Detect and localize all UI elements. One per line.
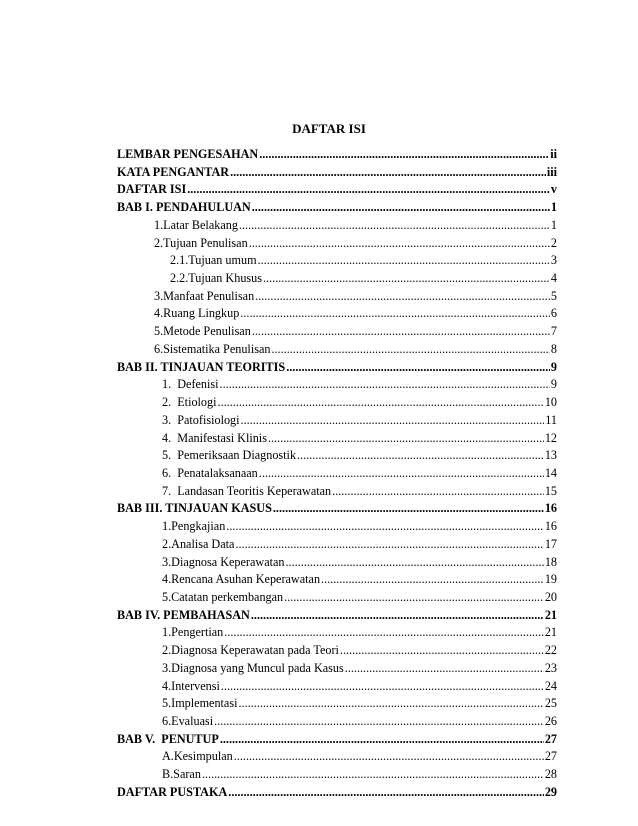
toc-page-number: 1 xyxy=(550,200,557,215)
toc-dot-leader xyxy=(220,376,550,394)
toc-page-number: iii xyxy=(546,164,557,179)
toc-entry-label: 4.Intervensi xyxy=(162,678,220,693)
toc-dot-leader xyxy=(286,359,550,377)
toc-dot-leader xyxy=(252,323,550,341)
toc-section-row xyxy=(117,341,557,359)
toc-section-row xyxy=(117,323,557,341)
toc-dot-leader xyxy=(220,731,544,749)
toc-section-row xyxy=(117,252,557,270)
toc-dot-leader xyxy=(221,678,544,696)
toc-page-number: 16 xyxy=(544,501,557,516)
toc-section-row xyxy=(117,518,557,536)
toc-entry-label: 1.Pengertian xyxy=(162,625,224,640)
toc-page-number: v xyxy=(550,182,557,197)
toc-page-number: 27 xyxy=(544,749,557,764)
toc-chapter-row xyxy=(117,607,557,625)
toc-section-row xyxy=(117,624,557,642)
toc-chapter-row xyxy=(117,359,557,377)
toc-page-number: 28 xyxy=(544,767,557,782)
toc-dot-leader xyxy=(321,571,544,589)
toc-entry-label: 4.Rencana Asuhan Keperawatan xyxy=(162,572,321,587)
toc-dot-leader xyxy=(214,713,544,731)
toc-chapter-row xyxy=(117,500,557,518)
toc-dot-leader xyxy=(239,217,550,235)
toc-entry-label: 7. Landasan Teoritis Keperawatan xyxy=(162,483,332,498)
toc-entry-label: A.Kesimpulan xyxy=(162,749,233,764)
toc-entry-label: 1.Latar Belakang xyxy=(154,217,238,232)
toc-page-number: 26 xyxy=(544,714,557,728)
toc-page-number: 22 xyxy=(544,643,557,658)
toc-dot-leader xyxy=(297,447,544,465)
toc-dot-leader xyxy=(240,305,550,323)
toc-dot-leader xyxy=(251,607,544,625)
toc-entry-label: 4.Ruang Lingkup xyxy=(154,306,240,321)
toc-entry-label: 2.2.Tujuan Khusus xyxy=(170,271,262,286)
toc-entry-label: 3.Diagnosa Keperawatan xyxy=(162,554,285,569)
toc-dot-leader xyxy=(273,500,544,518)
toc-section-row xyxy=(117,571,557,589)
toc-page-number: 3 xyxy=(550,253,557,268)
toc-section-row xyxy=(117,748,557,766)
toc-section-row xyxy=(117,235,557,253)
toc-entry-label: 3.Manfaat Penulisan xyxy=(154,288,255,303)
toc-section-row xyxy=(117,660,557,678)
toc-dot-leader xyxy=(226,518,544,536)
toc-entry-label: DAFTAR PUSTAKA xyxy=(117,784,228,799)
toc-entry-label: B.Saran xyxy=(162,767,201,782)
toc-entry-label: 2.Diagnosa Keperawatan pada Teori xyxy=(162,643,339,658)
toc-dot-leader xyxy=(345,660,544,678)
toc-entry-label: 1.Pengkajian xyxy=(162,519,226,534)
toc-dot-leader xyxy=(187,181,550,199)
toc-section-row xyxy=(117,465,557,483)
toc-section-row xyxy=(117,270,557,288)
toc-entry-label: 3. Patofisiologi xyxy=(162,412,240,427)
toc-page-number: 20 xyxy=(544,589,557,604)
toc-entry-label: 2.Tujuan Penulisan xyxy=(154,235,248,250)
toc-dot-leader xyxy=(263,270,550,288)
toc-section-row xyxy=(117,412,557,430)
toc-page-number: 11 xyxy=(545,412,557,427)
toc-dot-leader xyxy=(235,536,543,554)
toc-section-row xyxy=(117,430,557,448)
toc-dot-leader xyxy=(255,288,550,306)
toc-page-number: 19 xyxy=(544,572,557,587)
toc-dot-leader xyxy=(234,748,544,766)
toc-page-number: 13 xyxy=(544,448,557,463)
toc-section-row xyxy=(117,713,557,731)
toc-dot-leader xyxy=(271,341,549,359)
toc-entry-label: BAB III. TINJAUAN KASUS xyxy=(117,501,272,516)
toc-dot-leader xyxy=(241,412,545,430)
toc-page-number: 8 xyxy=(550,341,557,356)
toc-entry-label: 6. Penatalaksanaan xyxy=(162,465,258,480)
toc-section-row xyxy=(117,447,557,465)
toc-section-row xyxy=(117,766,557,784)
toc-page-number: 21 xyxy=(544,607,557,622)
toc-entry-label: 6.Sistematika Penulisan xyxy=(154,341,271,356)
toc-entry-label: BAB IV. PEMBAHASAN xyxy=(117,607,250,622)
toc-entry-label: 2. Etiologi xyxy=(162,395,217,410)
toc-dot-leader xyxy=(258,252,550,270)
toc-page-number: 14 xyxy=(544,465,557,480)
toc-section-row xyxy=(117,483,557,501)
toc-section-row xyxy=(117,305,557,323)
toc-page-number: 21 xyxy=(544,625,557,640)
toc-chapter-row xyxy=(117,181,557,199)
toc-page-number: 1 xyxy=(550,217,557,232)
toc-dot-leader xyxy=(268,430,544,448)
toc-dot-leader xyxy=(228,784,544,802)
toc-chapter-row xyxy=(117,146,557,164)
toc-page-number: 24 xyxy=(544,678,557,693)
toc-chapter-row xyxy=(117,784,557,802)
toc-dot-leader xyxy=(259,465,544,483)
toc-section-row xyxy=(117,678,557,696)
toc-dot-leader xyxy=(249,235,550,253)
toc-section-row xyxy=(117,288,557,306)
toc-page-number: 17 xyxy=(544,536,557,551)
toc-dot-leader xyxy=(202,766,544,784)
toc-chapter-row xyxy=(117,199,557,217)
toc-page-number: 12 xyxy=(544,430,557,445)
toc-section-row xyxy=(117,376,557,394)
toc-dot-leader xyxy=(238,695,543,713)
toc-section-row xyxy=(117,695,557,713)
toc-entry-label: 2.1.Tujuan umum xyxy=(170,253,257,268)
toc-page-number: 7 xyxy=(550,324,557,339)
toc-entry-label: 2.Analisa Data xyxy=(162,536,235,551)
toc-page-number: 25 xyxy=(544,696,557,711)
toc-page-number: 29 xyxy=(544,784,557,799)
toc-entry-label: KATA PENGANTAR xyxy=(117,164,230,179)
toc-section-row xyxy=(117,589,557,607)
toc-page-number: 10 xyxy=(544,395,557,410)
toc-page-number: 16 xyxy=(544,519,557,534)
toc-entry-label: 3.Diagnosa yang Muncul pada Kasus xyxy=(162,660,344,675)
toc-dot-leader xyxy=(332,483,544,501)
toc-entry-label: 5.Catatan perkembangan xyxy=(162,589,284,604)
toc-entry-label: 1. Defenisi xyxy=(162,377,219,392)
toc-page-number: 23 xyxy=(544,660,557,675)
toc-dot-leader xyxy=(252,199,550,217)
toc-page-number: 9 xyxy=(550,377,557,392)
toc-dot-leader xyxy=(340,642,544,660)
toc-chapter-row xyxy=(117,164,557,182)
toc-entry-label: LEMBAR PENGESAHAN xyxy=(117,147,259,161)
toc-entry-label: 4. Manifestasi Klinis xyxy=(162,430,267,445)
toc-page-number: 4 xyxy=(550,271,557,286)
toc-page-number: 5 xyxy=(550,288,557,303)
toc-entry-label: 5.Metode Penulisan xyxy=(154,324,251,339)
toc-entry-label: 5. Pemeriksaan Diagnostik xyxy=(162,448,297,463)
toc-page-number: ii xyxy=(550,147,557,161)
toc-section-row xyxy=(117,554,557,572)
toc-dot-leader xyxy=(230,164,546,182)
toc-chapter-row xyxy=(117,731,557,749)
toc-page-number: 2 xyxy=(550,235,557,250)
toc-entry-label: 5.Implementasi xyxy=(162,696,238,711)
toc-entry-label: BAB V. PENUTUP xyxy=(117,731,219,746)
toc-page-number: 18 xyxy=(544,554,557,569)
toc-dot-leader xyxy=(224,624,544,642)
toc-entry-label: BAB I. PENDAHULUAN xyxy=(117,200,251,215)
toc-page-number: 9 xyxy=(550,359,557,374)
toc-dot-leader xyxy=(286,554,544,572)
toc-page-number: 6 xyxy=(550,306,557,321)
toc-page-number: 15 xyxy=(544,483,557,498)
toc-section-row xyxy=(117,536,557,554)
toc-section-row xyxy=(117,217,557,235)
toc-entry-label: DAFTAR ISI xyxy=(117,182,187,197)
page-title: DAFTAR ISI xyxy=(292,121,366,136)
table-of-contents xyxy=(117,146,557,802)
toc-section-row xyxy=(117,394,557,412)
toc-section-row xyxy=(117,642,557,660)
toc-dot-leader xyxy=(259,146,549,164)
toc-entry-label: BAB II. TINJAUAN TEORITIS xyxy=(117,359,286,374)
toc-page-number: 27 xyxy=(544,731,557,746)
toc-entry-label: 6.Evaluasi xyxy=(162,714,214,728)
toc-dot-leader xyxy=(218,394,544,412)
toc-dot-leader xyxy=(284,589,544,607)
